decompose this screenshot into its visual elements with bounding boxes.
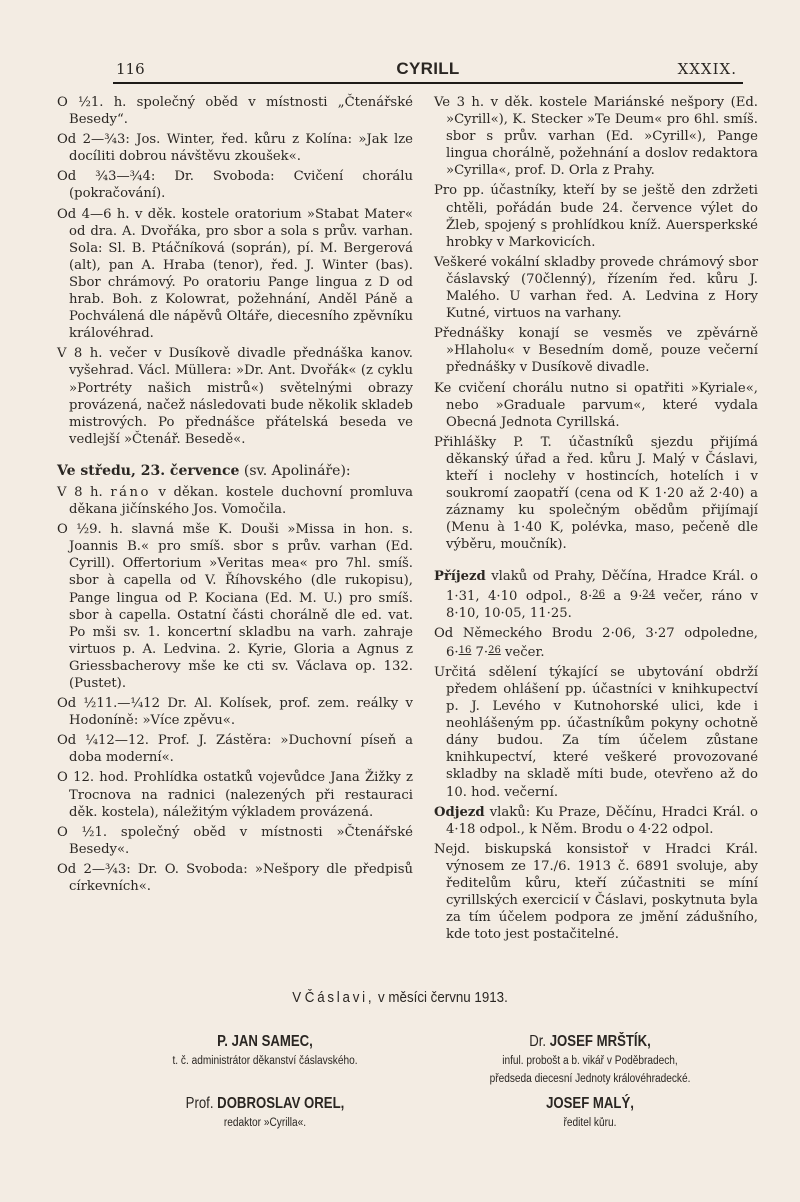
- arrival-text: vlaků od Prahy, Děčína, Hradce Král. o 1·31, 4·10 odpol., 8·: [446, 569, 758, 604]
- arrival-text: večer, ráno v 8·10, 10·05, 11·25.: [446, 588, 758, 621]
- minute-superscript: 16: [458, 644, 472, 656]
- departure-paragraph: [434, 804, 758, 838]
- program-entry: Ve 3 h. v děk. kostele Mariánské nešpory (Ed. »Cyrill«), K. Stecker »Te Deum« pro 6hl. smíš. sbor s prův. varhan (Ed. »Cyrill«), Pange lingua chorálně, požehnání a doslov redaktora »Cyrilla«, prof. D. Orla z Prahy.: [434, 95, 758, 179]
- program-entry: O ½1. společný oběd v místnosti »Čtenářské Besedy«.: [57, 824, 413, 857]
- arrival-paragraph: [434, 568, 758, 621]
- program-entry: Od ¾3—¾4: Dr. Svoboda: Cvičení chorálu (pokračování).: [57, 169, 413, 202]
- program-entry: Od 4—6 h. v děk. kostele oratorium »Stabat Mater« od dra. A. Dvořáka, pro sbor a sola s prův. varhan. Sola: Sl. B. Ptáčníková (soprán), pí. M. Bergerová (alt), pan A. Hraba (tenor), řed. J. Winter (bas). Sbor chrámový. Po oratoriu Pange lingua z D od hrab. Boh. z Kolowrat, požehnání, Anděl Páně a Pochválená dle nápěvů Oltáře, diecesního zpěvníku královéhrad.: [57, 206, 413, 342]
- brod-text: večer.: [500, 644, 545, 660]
- minute-superscript: 26: [592, 588, 605, 600]
- program-entry: Od 2—¾3: Dr. O. Svoboda: »Nešpory dle předpisů církevních«.: [57, 861, 413, 895]
- program-entry: Od ¼12—12. Prof. J. Zástěra: »Duchovní píseň a doba moderní«.: [57, 733, 413, 766]
- program-entry: O 12. hod. Prohlídka ostatků vojevůdce Jana Žižky z Trocnova na radnici (nalezených při restauraci děk. kostela), náležitým výkladem provázená.: [57, 770, 413, 820]
- arrival-text: a 9·: [604, 588, 643, 604]
- arrival-lead: Příjezd: [434, 569, 486, 585]
- signature-block: [130, 1095, 400, 1131]
- program-entry: Od ½11.—¼12 Dr. Al. Kolísek, prof. zem. reálky v Hodoníně: »Více zpěvu«.: [57, 696, 413, 729]
- right-column: [434, 94, 758, 946]
- entry-text: v děkan. kostele duchovní promluva děkana jičínského Jos. Vomočila.: [69, 484, 413, 518]
- info-paragraph: Veškeré vokální skladby provede chrámový sbor čáslavský (70členný), řízením řed. kůru J. Malého. U varhan řed. A. Ledvina z Hory Kutné, virtuos na varhany.: [434, 254, 758, 322]
- brod-text: Od Německého Brodu 2·06, 3·27 odpoledne, 6·: [434, 625, 758, 660]
- signatory-title: Dr.: [529, 1033, 547, 1050]
- dateline-place: Čáslavi,: [304, 990, 375, 1006]
- signature-block: [420, 1095, 760, 1131]
- day-heading-date: Ve středu, 23. července: [57, 462, 240, 479]
- signatory-role: ředitel kůru.: [563, 1117, 617, 1129]
- signatory-role: t. č. administrátor děkanství čáslavského.: [172, 1055, 358, 1067]
- signatory-role: inful. probošt a b. vikář v Poděbradech,: [502, 1055, 678, 1067]
- dateline-date: v měsíci červnu 1913.: [378, 990, 508, 1006]
- page-number: 116: [116, 60, 145, 78]
- dateline-prefix: V: [292, 990, 302, 1006]
- left-column: [57, 94, 413, 898]
- signatory-name-text: DOBROSLAV OREL,: [217, 1095, 345, 1112]
- entry-time: V 8 h.: [57, 484, 103, 500]
- program-entry: V 8 h. večer v Dusíkově divadle přednáška kanov. vyšehrad. Václ. Müllera: »Dr. Ant. Dvořák« (z cyklu »Portréty našich mistrů«) světelnými obrazy provázená, načež následovati bude několik skladeb mistrových. Po přednášce přátelská beseda ve vedlejší »Čtenář. Besedě«.: [57, 346, 413, 447]
- info-paragraph: Pro pp. účastníky, kteří by se ještě den zdržeti chtěli, pořádán bude 24. července výlet do Žleb, spojený s prohlídkou kníž. Auersperkské hrobky v Markovicích.: [434, 183, 758, 250]
- program-entry: Od 2—¾3: Jos. Winter, řed. kůru z Kolína: »Jak lze docíliti dobrou návštěvu zkoušek«.: [57, 132, 413, 165]
- entry-spaced-word: ráno: [110, 484, 151, 500]
- program-entry: O ½1. h. společný oběd v místnosti „Čtenářské Besedy“.: [57, 95, 413, 128]
- minute-superscript: 26: [488, 644, 501, 656]
- program-entry: O ½9. h. slavná mše K. Douši »Missa in hon. s. Joannis B.« pro smíš. sbor s prův. varhan (Ed. Cyrill). Offertorium »Veritas mea« pro 7hl. smíš. sbor à capella od V. Říhovského (dle rukopisu), Pange lingua od P. Kociana (Ed. M. U.) pro smíš. sbor à capella. Ostatní části chorálně dle ed. vat. Po mši sv. 1. koncertní skladbu na varh. zahraje virtuos p. A. Ledvina. 2. Kyrie, Gloria a Agnus z Griessbacherovy mše ke cti sv. Václava op. 132. (Pustet).: [57, 522, 413, 691]
- lodging-paragraph: Určitá sdělení týkající se ubytování obdrží předem ohlášení pp. účastníci v knihkupectví p. J. Levého v Kutnohorské ulici, kde i neohlášeným pp. účastníkům pokyny ochotně dány budou. Za tím účelem zůstane knihkupectví, které veškeré provozované skladby na skladě míti bude, otevřeno až do 10. hod. večerní.: [434, 664, 758, 800]
- signatory-name: [150, 1095, 380, 1113]
- signatory-name: [150, 1033, 380, 1051]
- info-paragraph: Ke cvičení chorálu nutno si opatřiti »Kyriale«, nebo »Graduale parvum«, které vydala Obecná Jednota Cyrillská.: [434, 380, 758, 430]
- signatory-name-text: JOSEF MALÝ,: [546, 1095, 634, 1112]
- consistory-paragraph: Nejd. biskupská konsistoř v Hradci Král. výnosem ze 17./6. 1913 č. 6891 svoluje, aby ředitelům kůru, kteří zúčastniti se míní cyrillských exercicií v Čáslavi, poskytnuta byla za tím účelem podpora ze jmění zádušního, kde toto jest postačitelné.: [434, 841, 758, 943]
- departure-text: vlaků: Ku Praze, Děčínu, Hradci Král. o 4·18 odpol., k Něm. Brodu o 4·22 odpol.: [446, 804, 758, 837]
- brod-arrival-paragraph: [434, 625, 758, 661]
- signature-block: [130, 1033, 400, 1069]
- day-heading-saint: (sv. Apolináře):: [243, 462, 351, 479]
- minute-superscript: 24: [642, 588, 656, 600]
- departure-lead: Odjezd: [434, 804, 485, 820]
- day-heading: [57, 463, 413, 480]
- volume-number: XXXIX.: [677, 60, 737, 78]
- info-paragraph: Přihlášky P. T. účastníků sjezdu přijímá děkanský úřad a řed. kůru J. Malý v Čáslavi, kteří i noclehy v hostincích, hotelích i v soukromí zaopatří (cena od K 1·20 až 2·40) a záznamy ku společným obědům přijímají (Menu à 1·40 K, polévka, maso, pečeně dle výběru, moučník).: [434, 434, 758, 553]
- journal-title: CYRILL: [396, 59, 460, 78]
- program-entry: [57, 484, 413, 518]
- info-paragraph: Přednášky konají se vesměs ve zpěvárně »Hlaholu« v Besedním domě, pouze večerní přednášky v Dusíkově divadle.: [434, 326, 758, 376]
- signature-block: [420, 1033, 760, 1087]
- page-header: [113, 58, 743, 84]
- dateline: [32, 990, 768, 1006]
- brod-text: 7·: [471, 644, 489, 660]
- signatory-name-text: JOSEF MRŠTÍK,: [549, 1033, 651, 1050]
- signatory-name: [446, 1095, 735, 1113]
- signatory-role: redaktor »Cyrilla«.: [223, 1117, 307, 1129]
- signatory-name: [446, 1033, 735, 1051]
- signatory-name-text: P. JAN SAMEC,: [217, 1033, 313, 1050]
- signatory-role: předseda diecesní Jednoty královéhradecké.: [489, 1073, 691, 1085]
- signatory-title: Prof.: [185, 1095, 214, 1112]
